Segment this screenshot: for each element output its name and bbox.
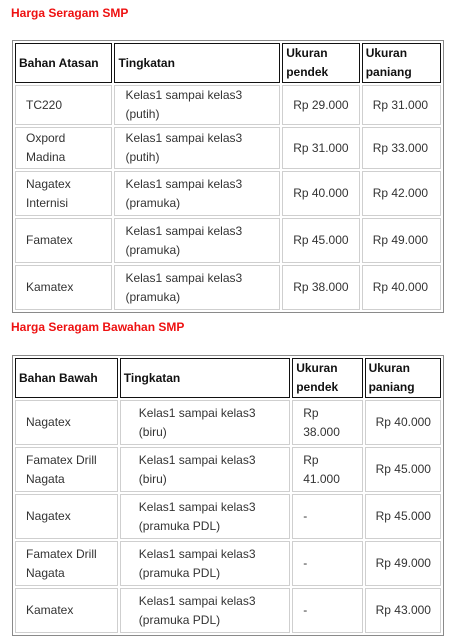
cell-ukuran-pendek: - [292,494,362,539]
cell-ukuran-pendek: Rp 31.000 [282,127,359,169]
column-header-bahan: Bahan Atasan [15,43,112,83]
cell-bahan: Oxpord Madina [15,127,112,169]
column-header-ukuran-panjang: Ukuran paniang [365,358,441,398]
cell-ukuran-panjang: Rp 40.000 [365,400,441,445]
column-header-ukuran-pendek: Ukuran pendek [292,358,362,398]
cell-bahan: Nagatex [15,400,118,445]
cell-ukuran-pendek: - [292,541,362,586]
table-row [15,171,441,216]
table-row [15,127,441,169]
cell-ukuran-panjang: Rp 43.000 [365,588,441,633]
cell-tingkatan: Kelas1 sampai kelas3 (pramuka) [114,265,280,310]
table-header-row [15,43,441,83]
cell-bahan: Nagatex [15,494,118,539]
cell-bahan: Famatex Drill Nagata [15,541,118,586]
table-row [15,400,441,445]
cell-bahan: Nagatex Internisi [15,171,112,216]
column-header-ukuran-panjang: Ukuran paniang [362,43,441,83]
cell-tingkatan: Kelas1 sampai kelas3 (pramuka PDL) [120,588,290,633]
cell-ukuran-panjang: Rp 49.000 [362,218,441,263]
cell-ukuran-pendek: - [292,588,362,633]
table-row [15,265,441,310]
table-row [15,494,441,539]
cell-ukuran-panjang: Rp 31.000 [362,85,441,125]
cell-ukuran-pendek: Rp 41.000 [292,447,362,492]
cell-ukuran-panjang: Rp 40.000 [362,265,441,310]
cell-tingkatan: Kelas1 sampai kelas3 (pramuka) [114,171,280,216]
section-title-atasan: Harga Seragam SMP [11,6,129,20]
cell-ukuran-pendek: Rp 38.000 [282,265,359,310]
column-header-tingkatan: Tingkatan [114,43,280,83]
cell-bahan: Kamatex [15,588,118,633]
cell-ukuran-panjang: Rp 45.000 [365,494,441,539]
section-title-bawahan: Harga Seragam Bawahan SMP [11,320,185,334]
cell-ukuran-pendek: Rp 40.000 [282,171,359,216]
cell-tingkatan: Kelas1 sampai kelas3 (pramuka PDL) [120,541,290,586]
column-header-bahan: Bahan Bawah [15,358,118,398]
cell-ukuran-panjang: Rp 45.000 [365,447,441,492]
cell-ukuran-panjang: Rp 49.000 [365,541,441,586]
cell-tingkatan: Kelas1 sampai kelas3 (biru) [120,400,290,445]
table-row [15,447,441,492]
cell-bahan: Famatex Drill Nagata [15,447,118,492]
cell-tingkatan: Kelas1 sampai kelas3 (biru) [120,447,290,492]
cell-ukuran-pendek: Rp 29.000 [282,85,359,125]
cell-tingkatan: Kelas1 sampai kelas3 (putih) [114,85,280,125]
table-row [15,588,441,633]
table-row [15,218,441,263]
cell-bahan: Famatex [15,218,112,263]
cell-bahan: TC220 [15,85,112,125]
price-table-bawahan [12,355,444,636]
cell-tingkatan: Kelas1 sampai kelas3 (putih) [114,127,280,169]
column-header-tingkatan: Tingkatan [120,358,290,398]
cell-ukuran-panjang: Rp 33.000 [362,127,441,169]
table-header-row [15,358,441,398]
cell-tingkatan: Kelas1 sampai kelas3 (pramuka PDL) [120,494,290,539]
cell-ukuran-panjang: Rp 42.000 [362,171,441,216]
price-table-atasan [12,40,444,313]
table-row [15,85,441,125]
table-row [15,541,441,586]
cell-ukuran-pendek: Rp 45.000 [282,218,359,263]
cell-tingkatan: Kelas1 sampai kelas3 (pramuka) [114,218,280,263]
column-header-ukuran-pendek: Ukuran pendek [282,43,359,83]
cell-ukuran-pendek: Rp 38.000 [292,400,362,445]
cell-bahan: Kamatex [15,265,112,310]
